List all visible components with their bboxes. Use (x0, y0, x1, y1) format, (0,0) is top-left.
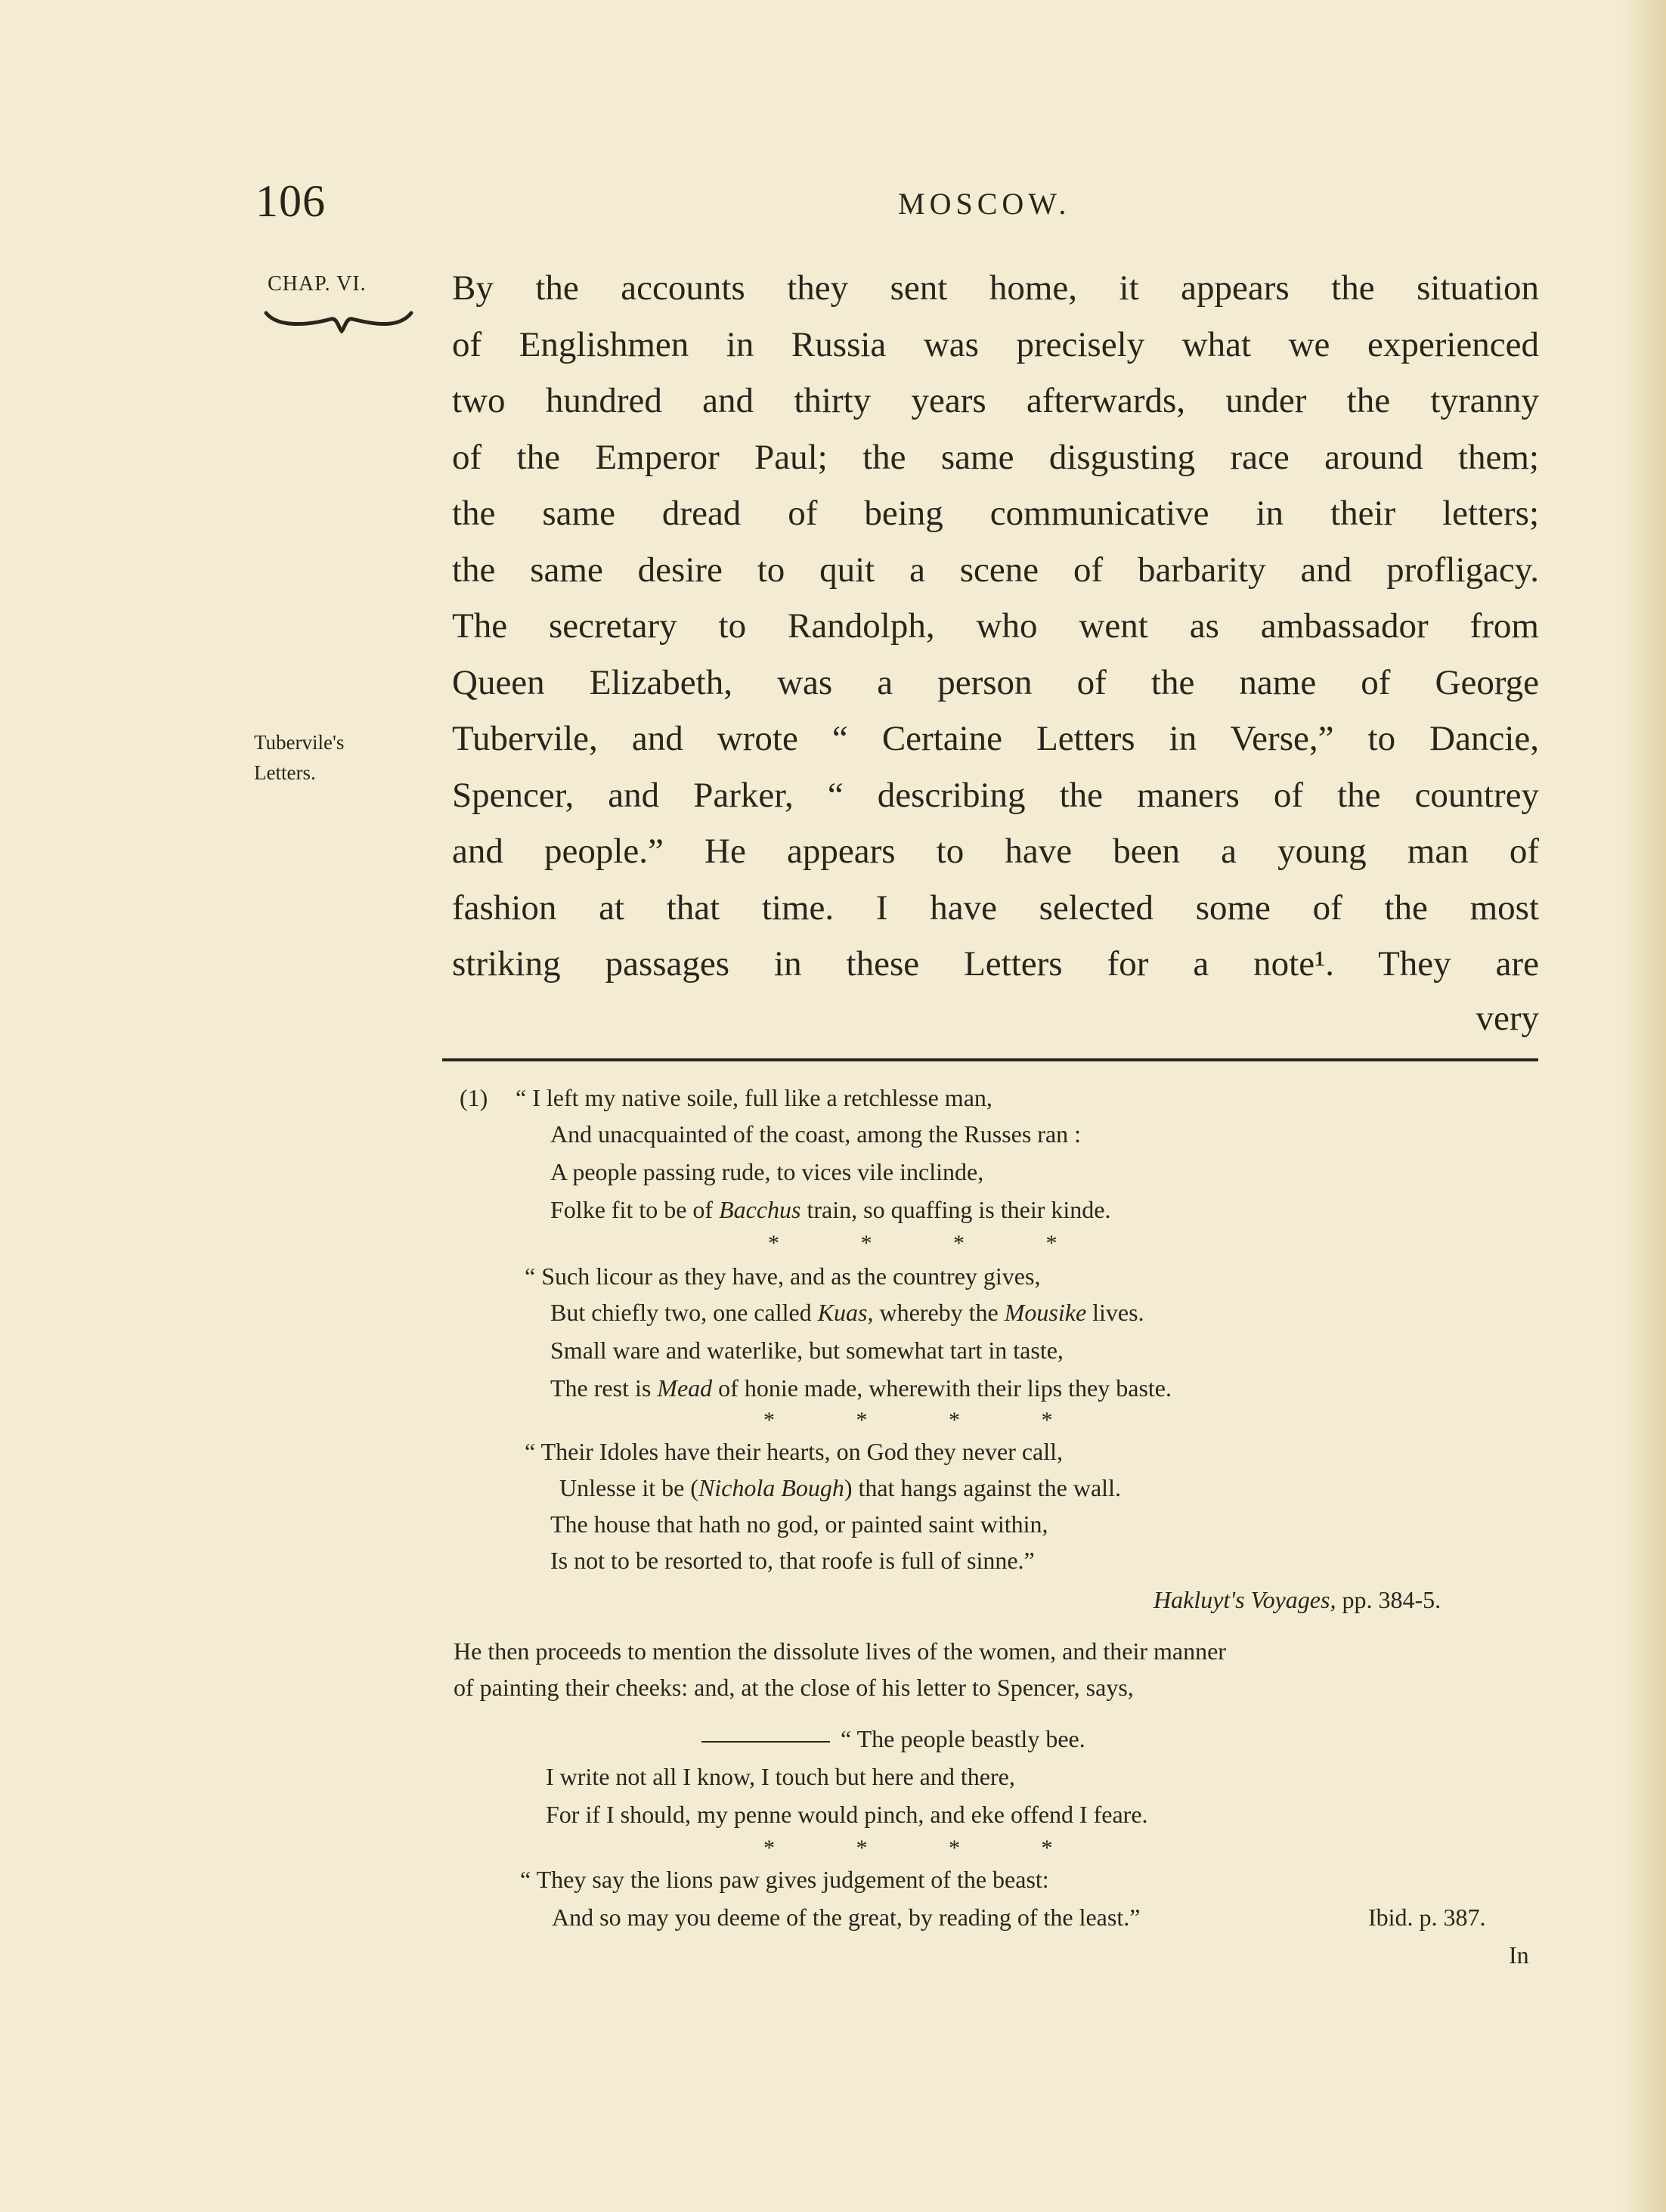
footnote-catchword: In (1509, 1941, 1529, 1969)
footnote-marker: (1) (460, 1084, 488, 1111)
citation: Hakluyt's Voyages, pp. 384-5. (1154, 1586, 1441, 1613)
body-line: the same desire to quit a scene of barbarity and profligacy. (452, 550, 1539, 590)
side-note-line: Letters. (254, 761, 316, 784)
verse-line: Unlesse it be (Nichola Bough) that hangs against the wall. (559, 1474, 1121, 1501)
verse-line: “ Such licour as they have, and as the countrey gives, (525, 1262, 1041, 1290)
footnote-prose-line: He then proceeds to mention the dissolute lives of the women, and their manner (454, 1637, 1226, 1665)
body-line: striking passages in these Letters for a note¹. They are (452, 944, 1539, 984)
verse-line: “ Their Idoles have their hearts, on God they never call, (525, 1438, 1064, 1465)
body-line: Spencer, and Parker, “ describing the maners of the countrey (452, 775, 1539, 815)
body-line: of the Emperor Paul; the same disgusting race around them; (452, 437, 1539, 477)
verse-line: And so may you deeme of the great, by reading of the least.” (552, 1904, 1141, 1931)
page-number: 106 (255, 176, 326, 226)
asterism: * * * * (763, 1836, 1091, 1860)
verse-line: The house that hath no god, or painted saint within, (550, 1510, 1048, 1538)
body-line: of Englishmen in Russia was precisely what we experienced (452, 324, 1539, 364)
em-dash-rule (701, 1741, 830, 1743)
footnote-rule (442, 1058, 1538, 1061)
body-line: the same dread of being communicative in their letters; (452, 494, 1539, 533)
page-edge-shadow (1621, 0, 1666, 2212)
verse-line: For if I should, my penne would pinch, and eke offend I feare. (546, 1801, 1148, 1828)
verse-line: “ I left my native soile, full like a retchlesse man, (516, 1084, 992, 1111)
verse-line: A people passing rude, to vices vile inclinde, (550, 1158, 984, 1185)
verse-line: Folke fit to be of Bacchus train, so quaffing is their kinde. (550, 1196, 1111, 1223)
body-line: Tubervile, and wrote “ Certaine Letters in Verse,” to Dancie, (452, 719, 1539, 758)
side-note (254, 727, 344, 788)
asterism: * * * * (768, 1231, 1095, 1256)
running-title: MOSCOW. (898, 187, 1071, 221)
body-line: Queen Elizabeth, was a person of the name of George (452, 662, 1539, 702)
verse-line: Small ware and waterlike, but somewhat tart in taste, (550, 1337, 1064, 1364)
body-line: and people.” He appears to have been a young man of (452, 832, 1539, 871)
verse-line: Is not to be resorted to, that roofe is full of sinne.” (550, 1547, 1035, 1574)
verse-line: “ They say the lions paw gives judgement of the beast: (520, 1866, 1049, 1893)
chapter-label: CHAP. VI. (268, 272, 367, 296)
footnote-prose-line: of painting their cheeks: and, at the close of his letter to Spencer, says, (454, 1674, 1134, 1701)
verse-line: The rest is Mead of honie made, wherewith their lips they baste. (550, 1374, 1172, 1402)
verse-line: And unacquainted of the coast, among the Russes ran : (550, 1120, 1082, 1148)
asterism: * * * * (763, 1408, 1091, 1433)
catchword: very (1476, 999, 1539, 1038)
side-note-line: Tubervile's (254, 731, 345, 754)
body-text (452, 260, 1539, 993)
verse-line: “ The people beastly bee. (701, 1724, 1085, 1754)
citation: Ibid. p. 387. (1368, 1904, 1486, 1931)
verse-line: I write not all I know, I touch but here and there, (546, 1763, 1015, 1790)
body-line: By the accounts they sent home, it appears the situation (452, 268, 1539, 308)
body-line: The secretary to Randolph, who went as ambassador from (452, 606, 1539, 646)
body-line: fashion at that time. I have selected some of the most (452, 888, 1539, 928)
body-line: two hundred and thirty years afterwards, under the tyranny (452, 381, 1539, 420)
flourish-ornament-icon (263, 308, 414, 336)
verse-line: But chiefly two, one called Kuas, whereby the Mousike lives. (550, 1299, 1144, 1326)
